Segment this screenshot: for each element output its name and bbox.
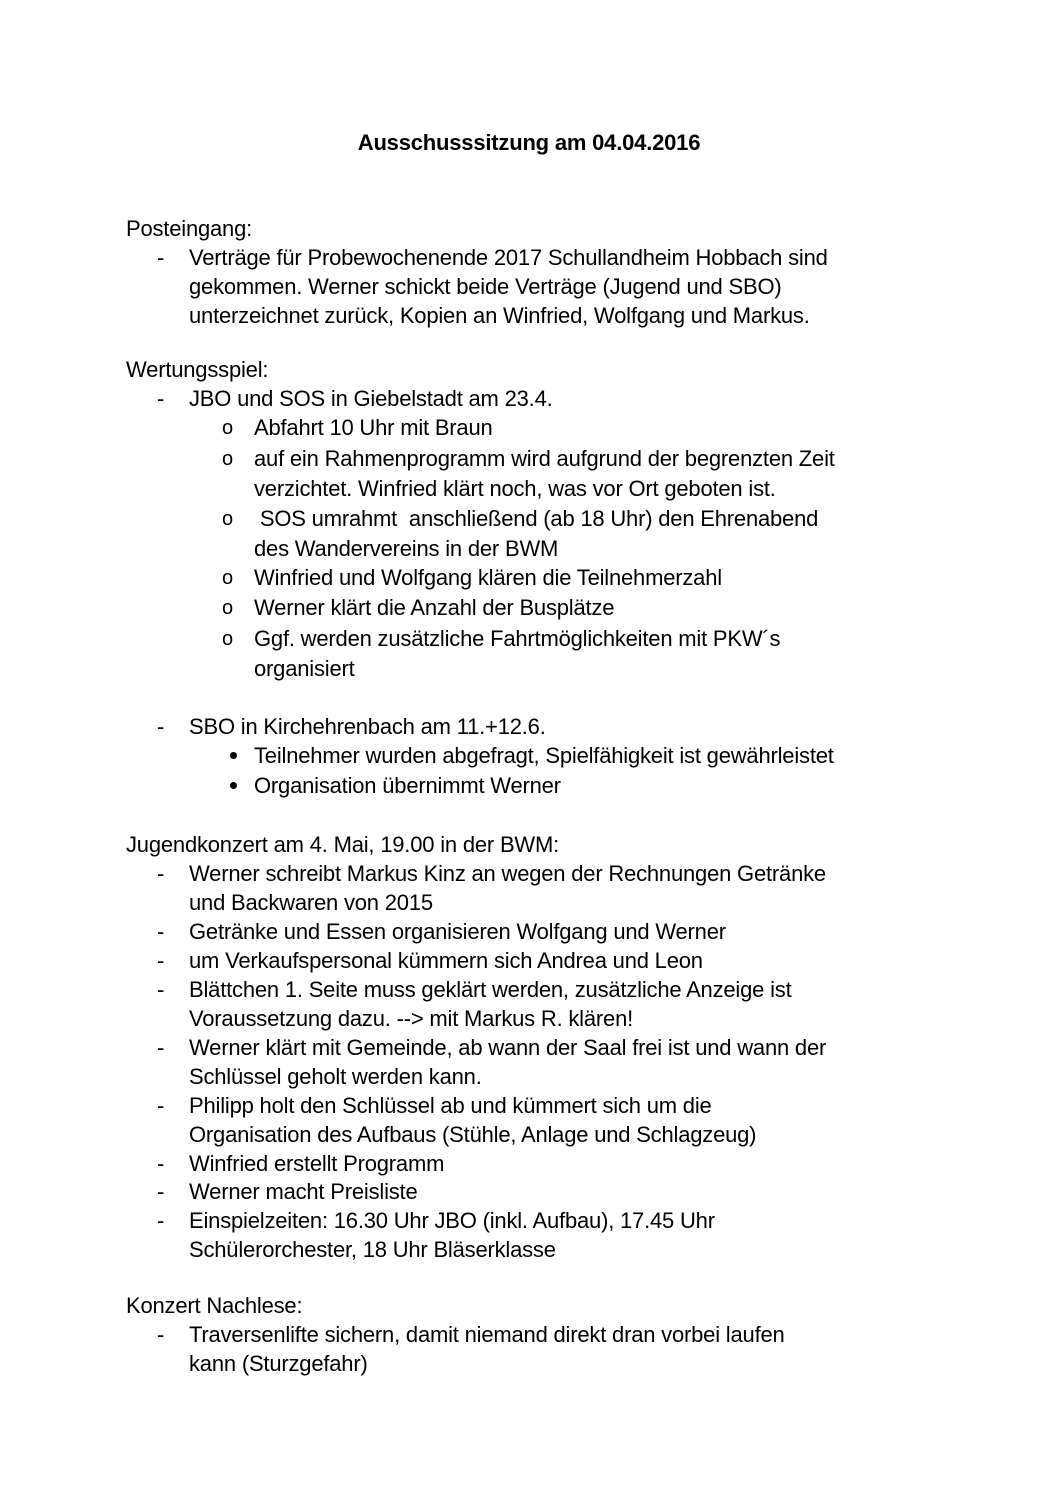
sublist-item-line: Organisation übernimmt Werner — [254, 773, 561, 798]
filled-bullet-icon — [230, 752, 237, 759]
dash-bullet-icon: - — [157, 1093, 165, 1118]
circle-bullet-icon: o — [222, 567, 234, 589]
sublist-item-line: SOS umrahmt anschließend (ab 18 Uhr) den Ehrenabend — [254, 506, 819, 531]
list-item-line: Schülerorchester, 18 Uhr Bläserklasse — [189, 1237, 556, 1262]
page-title: Ausschusssitzung am 04.04.2016 — [357, 130, 701, 155]
list-item-line: Winfried erstellt Programm — [189, 1151, 445, 1176]
list-item-line: Einspielzeiten: 16.30 Uhr JBO (inkl. Aufbau), 17.45 Uhr — [189, 1208, 715, 1233]
sublist-item-line: organisiert — [254, 656, 355, 681]
sublist-item-line: Werner klärt die Anzahl der Busplätze — [254, 595, 615, 620]
circle-bullet-icon: o — [222, 597, 234, 619]
list-item-line: gekommen. Werner schickt beide Verträge (Jugend und SBO) — [189, 274, 782, 299]
sublist-item-line: auf ein Rahmenprogramm wird aufgrund der begrenzten Zeit — [254, 446, 835, 471]
sublist-item-line: Ggf. werden zusätzliche Fahrtmöglichkeiten mit PKW´s — [254, 626, 781, 651]
section-heading-wertungsspiel: Wertungsspiel: — [126, 357, 269, 382]
list-item-line: Organisation des Aufbaus (Stühle, Anlage und Schlagzeug) — [189, 1122, 757, 1147]
filled-bullet-icon — [230, 782, 237, 789]
list-item-line: Voraussetzung dazu. --> mit Markus R. klären! — [189, 1006, 634, 1031]
circle-bullet-icon: o — [222, 417, 234, 439]
list-item-line: Schlüssel geholt werden kann. — [189, 1064, 482, 1089]
dash-bullet-icon: - — [157, 386, 165, 411]
dash-bullet-icon: - — [157, 1322, 165, 1347]
list-item-line: kann (Sturzgefahr) — [189, 1351, 368, 1376]
dash-bullet-icon: - — [157, 714, 165, 739]
sublist-item-line: Winfried und Wolfgang klären die Teilnehmerzahl — [254, 565, 722, 590]
list-item-line: Verträge für Probewochenende 2017 Schullandheim Hobbach sind — [189, 245, 828, 270]
section-heading-posteingang: Posteingang: — [126, 216, 253, 241]
circle-bullet-icon: o — [222, 448, 234, 470]
section-heading-jugendkonzert: Jugendkonzert am 4. Mai, 19.00 in der BWM: — [126, 832, 560, 857]
dash-bullet-icon: - — [157, 1179, 165, 1204]
sublist-item-line: Abfahrt 10 Uhr mit Braun — [254, 415, 493, 440]
dash-bullet-icon: - — [157, 1035, 165, 1060]
list-item-line: Werner klärt mit Gemeinde, ab wann der Saal frei ist und wann der — [189, 1035, 827, 1060]
list-item-line: Werner schreibt Markus Kinz an wegen der Rechnungen Getränke — [189, 861, 826, 886]
sublist-item-line: verzichtet. Winfried klärt noch, was vor Ort geboten ist. — [254, 476, 776, 501]
circle-bullet-icon: o — [222, 508, 234, 530]
sublist-item-line: des Wandervereins in der BWM — [254, 536, 559, 561]
list-item-line: und Backwaren von 2015 — [189, 890, 433, 915]
circle-bullet-icon: o — [222, 628, 234, 650]
dash-bullet-icon: - — [157, 861, 165, 886]
dash-bullet-icon: - — [157, 948, 165, 973]
dash-bullet-icon: - — [157, 977, 165, 1002]
dash-bullet-icon: - — [157, 1208, 165, 1233]
dash-bullet-icon: - — [157, 1151, 165, 1176]
section-heading-konzert-nachlese: Konzert Nachlese: — [126, 1293, 303, 1318]
list-item-line: Traversenlifte sichern, damit niemand direkt dran vorbei laufen — [189, 1322, 785, 1347]
dash-bullet-icon: - — [157, 919, 165, 944]
dash-bullet-icon: - — [157, 245, 165, 270]
list-item-line: SBO in Kirchehrenbach am 11.+12.6. — [189, 714, 546, 739]
list-item-line: Philipp holt den Schlüssel ab und kümmert sich um die — [189, 1093, 712, 1118]
list-item-line: Werner macht Preisliste — [189, 1179, 418, 1204]
list-item-line: Blättchen 1. Seite muss geklärt werden, zusätzliche Anzeige ist — [189, 977, 792, 1002]
list-item-line: JBO und SOS in Giebelstadt am 23.4. — [189, 386, 553, 411]
list-item-line: unterzeichnet zurück, Kopien an Winfried, Wolfgang und Markus. — [189, 303, 810, 328]
list-item-line: Getränke und Essen organisieren Wolfgang und Werner — [189, 919, 726, 944]
sublist-item-line: Teilnehmer wurden abgefragt, Spielfähigkeit ist gewährleistet — [254, 743, 834, 768]
list-item-line: um Verkaufspersonal kümmern sich Andrea und Leon — [189, 948, 703, 973]
